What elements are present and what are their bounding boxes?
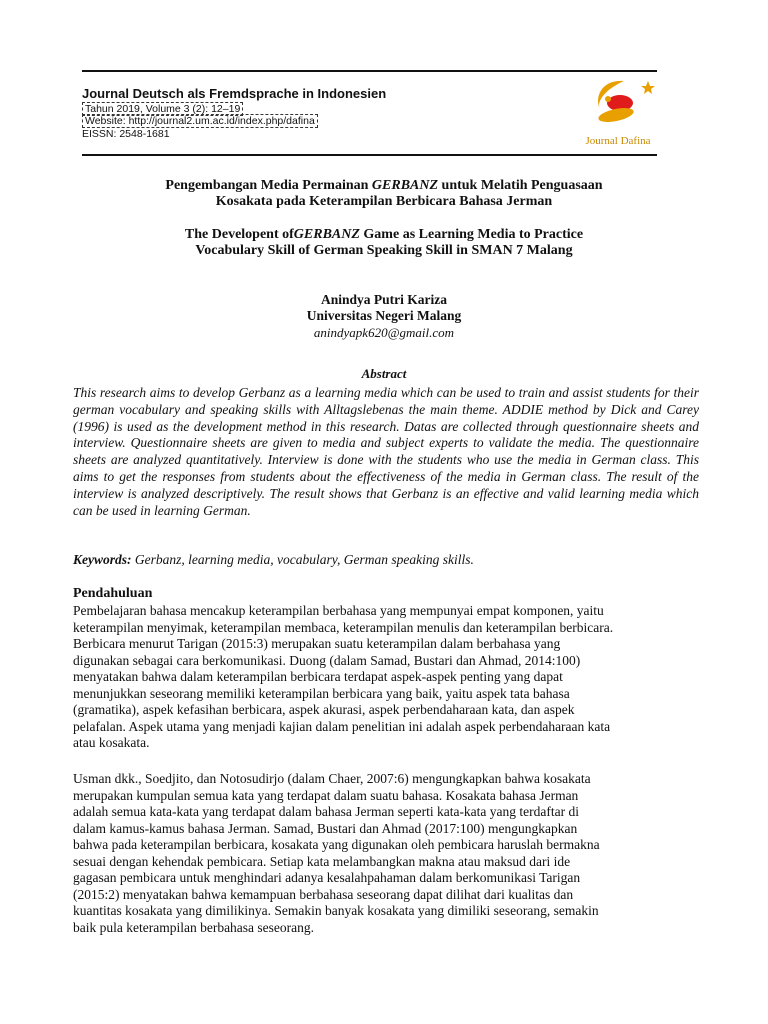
title-id-gerbanz: GERBANZ: [371, 178, 439, 193]
keywords-text: Gerbanz, learning media, vocabulary, German speaking skills.: [131, 552, 474, 567]
abstract-body: This research aims to develop Gerbanz as a learning media which can be used to train and assist students for their german vocabulary and speaking skills with Alltagslebenas the main theme. ADDIE method by Dick and Carey (1996) is used as the development method in this research. Datas are collected through questionnaire sheets and interview. Questionnaire sheets are given to media and subject experts to validate the media. The questionnaire sheets are analyzed quantitatively. Interview is done with the students who use the media in German class. This aims to get the responses from students about the effectiveness of the media in German class. The result of the interview is analyzed descriptively. The result shows that Gerbanz is an effective and valid learning media which can be used in learning German.: [73, 385, 699, 518]
logo-dot-shape: [605, 96, 611, 102]
logo-text: Journal Dafina: [585, 135, 651, 147]
website-prefix: Website:: [85, 115, 129, 127]
author-name: Anindya Putri Kariza: [320, 292, 447, 307]
volume-text: Tahun 2019, Volume 3 (2): 12–19: [82, 102, 243, 116]
paragraph-line: keterampilan menyimak, keterampilan membaca, keterampilan menulis dan keterampilan berbicara.: [73, 619, 614, 635]
section-heading-pendahuluan: Pendahuluan: [73, 586, 153, 601]
journal-dafina-logo: [572, 75, 664, 151]
title-en-part1: The Developent of: [184, 227, 294, 242]
title-en-gerbanz: GERBANZ: [293, 227, 360, 242]
paragraph-line: pelafalan. Aspek utama yang menjadi kajian dalam penelitian ini adalah aspek perbendaharaan kata: [73, 718, 611, 734]
paragraph-line: atau kosakata.: [73, 735, 150, 750]
dafina-logo-icon: [572, 75, 664, 151]
issn-line: EISSN: 2548-1681: [82, 128, 170, 140]
paragraph-line: (2015:2) menyatakan bahwa kemampuan berbahasa seseorang dapat dilihat dari kualitas dan: [73, 886, 574, 902]
paragraph-line: adalah semua kata-kata yang terdapat dalam bahasa Jerman seperti kata-kata yang terdaftar di: [73, 804, 579, 819]
paragraph-line: menunjukkan seseorang memiliki keterampilan berbicara yang baik, yaitu aspek tata bahasa: [73, 685, 570, 701]
title-indonesian-line1: [60, 177, 708, 194]
paragraph-line: Berbicara menurut Tarigan (2015:3) merupakan suatu keterampilan dalam berbahasa yang: [73, 636, 561, 651]
paragraph-line: bahwa pada keterampilan berbicara, kosakata yang digunakan oleh pembicara haruslah bermakna: [73, 837, 600, 852]
paragraph-line: gagasan pembicara untuk menghindari adanya kesalahpahaman dalam berkomunikasi Tarigan: [73, 870, 581, 885]
paragraph-line: menyatakan bahwa dalam keterampilan berbicara terdapat aspek-aspek penting yang dapat: [73, 669, 563, 684]
keywords-label: Keywords:: [73, 552, 132, 567]
paragraph-line: (gramatika), aspek kefasihan berbicara, aspek akurasi, aspek perbendaharaan kata, dan aspek: [73, 702, 575, 717]
paragraph-line: kuantitas kosakata yang dimilikinya. Semakin banyak kosakata yang dimiliki seseorang, semakin: [73, 903, 599, 918]
author-email[interactable]: anindyapk620@gmail.com: [313, 325, 455, 340]
title-id-part2: untuk Melatih Penguasaan: [438, 178, 603, 193]
header-bottom-rule: [82, 154, 657, 156]
paragraph-line: dalam kamus-kamus bahasa Jerman. Samad, Bustari dan Ahmad (2017:100) mengungkapkan: [73, 820, 578, 836]
star-icon: [641, 81, 655, 94]
paragraph-line: Usman dkk., Soedjito, dan Notosudirjo (dalam Chaer, 2007:6) mengungkapkan bahwa kosakata: [73, 771, 591, 786]
journal-title: Journal Deutsch als Fremdsprache in Indonesien: [82, 86, 387, 101]
paragraph-2: [73, 771, 713, 936]
author-affiliation: Universitas Negeri Malang: [306, 308, 462, 323]
title-indonesian-line2: Kosakata pada Keterampilan Berbicara Bahasa Jerman: [215, 194, 553, 209]
website-line: [82, 116, 318, 127]
website-link[interactable]: http://journal2.um.ac.id/index.php/dafina: [128, 115, 315, 127]
paragraph-line: sesuai dengan kehendak pembicara. Setiap kata melambangkan makna atau maksud dari ide: [73, 853, 571, 869]
website-box: [82, 114, 318, 128]
paragraph-line: baik pula keterampilan berbahasa seseorang.: [73, 919, 315, 935]
title-en-part2: Game as Learning Media to Practice: [359, 227, 584, 242]
title-english-line1: [60, 226, 708, 243]
paragraph-line: merupakan kumpulan semua kata yang terdapat dalam suatu bahasa. Kosakata bahasa Jerman: [73, 787, 579, 803]
paragraph-1: [73, 603, 713, 752]
abstract-heading: Abstract: [361, 366, 407, 381]
paragraph-line: Pembelajaran bahasa mencakup keterampilan berbahasa yang mempunyai empat komponen, yaitu: [73, 603, 604, 618]
paragraph-line: digunakan sebagai cara berkomunikasi. Duong (dalam Samad, Bustari dan Ahmad, 2014:100): [73, 652, 581, 668]
header-top-rule: [82, 70, 657, 72]
title-english-line2: Vocabulary Skill of German Speaking Skill in SMAN 7 Malang: [195, 243, 573, 258]
title-id-part1: Pengembangan Media Permainan: [165, 178, 372, 193]
keywords-line: [73, 552, 474, 568]
